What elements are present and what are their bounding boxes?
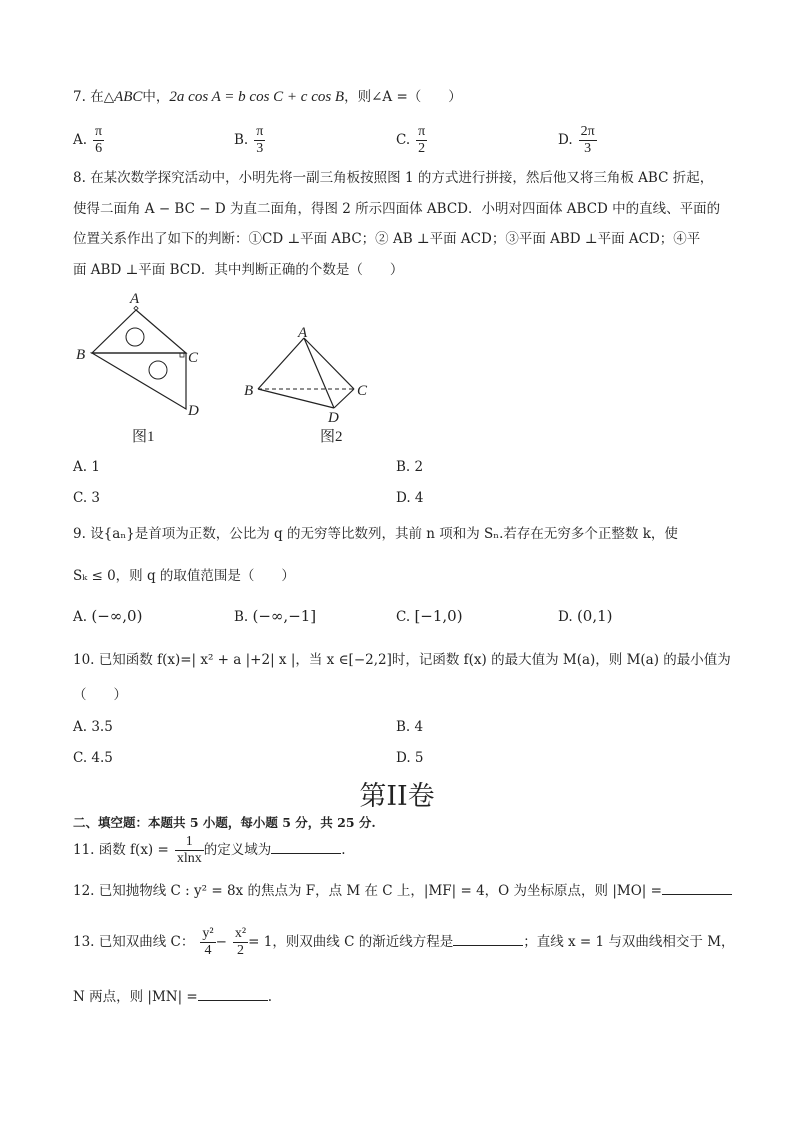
fraction: $\frac{2\pi}{3}$ [580, 124, 595, 156]
q9-option-c: C. [−1,0) [396, 607, 463, 625]
fraction: $\frac{\pi}{3}$ [256, 124, 264, 156]
q10-option-d: D. 5 [396, 750, 424, 766]
fig2-caption: 图2 [320, 429, 343, 445]
figure-2 [240, 322, 380, 446]
fraction: $\frac{\text{x²}}{2}$ [234, 926, 247, 958]
fig2-label-b: B [244, 383, 254, 399]
q13-line-2: N 两点，则 |MN| = . [73, 989, 273, 1005]
q7-option-d: D. $\frac{2\pi}{3}$ [558, 124, 595, 156]
edge-ab [258, 338, 304, 389]
q10-option-a: A. 3.5 [73, 719, 113, 735]
q8-option-c: C. 3 [73, 490, 101, 506]
edge-bd [258, 389, 334, 408]
fig2-label-a: A [298, 325, 308, 341]
answer-blank[interactable] [662, 882, 732, 895]
q10-option-b: B. 4 [396, 719, 424, 735]
section-title: 第II卷 [359, 781, 435, 812]
q10-line-1: 10. 已知函数 f(x)=| x² + a |+2| x |，当 x ∈[−2,2]时，记函数 f(x) 的最大值为 M(a)，则 M(a) 的最小值为 [73, 652, 731, 668]
q7-option-a: A. $\frac{\pi}{6}$ [73, 124, 103, 156]
fig1-label-b: B [76, 347, 86, 363]
circle-hole-1 [126, 328, 144, 346]
q11-line: 11. 函数 f(x) = $\frac{1}{xlnx}$ 的定义域为 . [73, 834, 346, 866]
q9-option-b: B. (−∞,−1] [234, 607, 317, 625]
triangle-abc [92, 310, 186, 353]
q9-option-a: A. (−∞,0) [73, 607, 143, 625]
q8-line-1: 8. 在某次数学探究活动中，小明先将一副三角板按照图 1 的方式进行拼接，然后他又将三角板 ABC 折起， [73, 170, 714, 186]
fig2-label-c: C [357, 383, 368, 399]
fraction: $\frac{1}{xlnx}$ [176, 834, 202, 866]
q8-option-b: B. 2 [396, 459, 424, 475]
figure-1 [70, 286, 220, 446]
answer-blank[interactable] [198, 988, 268, 1001]
q9-line-2: Sₖ ≤ 0，则 q 的取值范围是（ ） [73, 568, 295, 584]
section-heading: 二、填空题：本题共 5 小题，每小题 5 分，共 25 分. [73, 815, 376, 830]
edge-ad [304, 338, 334, 408]
fig2-label-d: D [328, 410, 339, 426]
fraction: $\frac{\pi}{6}$ [95, 124, 103, 156]
fraction: $\frac{\text{y²}}{4}$ [202, 926, 214, 958]
q7-stem: 7. 在△ABC中，2a cos A = b cos C + c cos B，则∠A =（ ） [73, 89, 462, 105]
fig1-label-d: D [188, 403, 199, 419]
q9-option-d: D. (0,1) [558, 607, 613, 625]
answer-blank[interactable] [453, 933, 523, 946]
edge-ac [304, 338, 354, 389]
q12-line: 12. 已知抛物线 C : y² = 8x 的焦点为 F，点 M 在 C 上，|MF| = 4，O 为坐标原点，则 |MO| = [73, 882, 732, 900]
q8-line-4: 面 ABD ⊥平面 BCD．其中判断正确的个数是（ ） [73, 262, 404, 278]
fig1-label-a: A [130, 291, 140, 307]
fig1-label-c: C [188, 350, 199, 366]
q7-option-b: B. $\frac{\pi}{3}$ [234, 124, 264, 156]
q8-line-2: 使得二面角 A − BC − D 为直二面角，得图 2 所示四面体 ABCD．小明对四面体 ABCD 中的直线、平面的 [73, 201, 721, 217]
circle-hole-2 [149, 361, 167, 379]
q8-line-3: 位置关系作出了如下的判断：①CD ⊥平面 ABC；② AB ⊥平面 ACD；③平面 ABD ⊥平面 ACD；④平 [73, 231, 701, 247]
q10-line-2: （ ） [73, 687, 127, 703]
triangle-bcd [92, 353, 186, 409]
right-angle-mark-c [180, 353, 184, 357]
edge-cd [334, 389, 354, 408]
q8-option-d: D. 4 [396, 490, 424, 506]
q8-option-a: A. 1 [73, 459, 100, 475]
fig1-caption: 图1 [132, 429, 155, 445]
q13-line-1: 13. 已知双曲线 C： $\frac{\text{y²}}{4}$ − $\frac{\text{x²}}{2}$ = 1，则双曲线 C 的渐近线方程是 ；直线 x = 1 与双曲线相交于 M， [73, 926, 735, 958]
answer-blank[interactable] [271, 841, 341, 854]
q9-line-1: 9. 设{aₙ}是首项为正数，公比为 q 的无穷等比数列，其前 n 项和为 Sₙ.若存在无穷多个正整数 k，使 [73, 526, 678, 542]
q10-option-c: C. 4.5 [73, 750, 113, 766]
fraction: $\frac{\pi}{2}$ [418, 124, 426, 156]
q7-option-c: C. $\frac{\pi}{2}$ [396, 124, 426, 156]
